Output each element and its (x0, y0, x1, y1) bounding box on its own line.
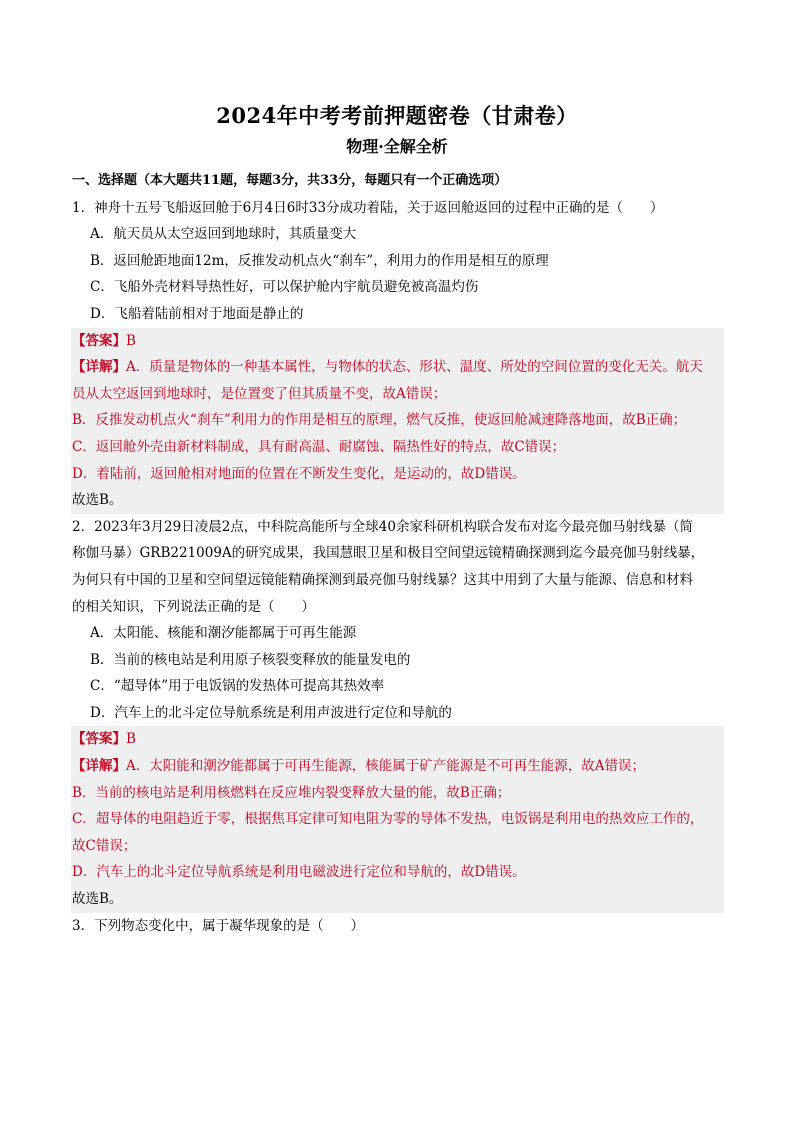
question-2 (72, 514, 724, 913)
question-stem: 1．神舟十五号飞船返回舱于6月4日6时33分成功着陆，关于返回舱返回的过程中正确的是（ ） (72, 199, 664, 216)
detail-text: D．汽车上的北斗定位导航系统是利用电磁波进行定位和导航的，故D错误。 (72, 864, 526, 881)
option-d: D．汽车上的北斗定位导航系统是利用声波进行定位和导航的 (90, 704, 452, 721)
option-a: A．太阳能、核能和潮汐能都属于可再生能源 (90, 625, 357, 642)
detail-label: 【详解】 (72, 359, 126, 376)
answer-value: B (126, 332, 136, 349)
detail-text: 故C错误； (72, 837, 137, 854)
question-stem: 3．下列物态变化中，属于凝华现象的是（ ） (72, 917, 365, 934)
detail-text: C．返回舱外壳由新材料制成，具有耐高温、耐腐蚀、隔热性好的特点，故C错误； (72, 438, 566, 455)
answer-value: B (126, 731, 136, 748)
detail-text: A．质量是物体的一种基本属性，与物体的状态、形状、温度、所处的空间位置的变化无关。航天 (126, 359, 703, 376)
option-d: D．飞船着陆前相对于地面是静止的 (90, 305, 304, 322)
detail-line (72, 753, 724, 780)
option-c: C．飞船外壳材料导热性好，可以保护舱内宇航员避免被高温灼伤 (90, 279, 479, 296)
answer-label: 【答案】 (72, 731, 126, 748)
section-heading: 一、选择题（本大题共11题，每题3分，共33分，每题只有一个正确选项） (72, 173, 508, 188)
answer-label: 【答案】 (72, 332, 126, 349)
detail-text: D．着陆前，返回舱相对地面的位置在不断发生变化，是运动的，故D错误。 (72, 465, 526, 482)
page-title: 2024年中考考前押题密卷（甘肃卷） (216, 103, 578, 128)
answer-line (72, 328, 724, 355)
question-stem: 的相关知识，下列说法正确的是（ ） (72, 598, 315, 615)
detail-text: B．当前的核电站是利用核燃料在反应堆内裂变释放大量的能，故B正确； (72, 784, 511, 801)
detail-label: 【详解】 (72, 758, 126, 775)
page-subtitle: 物理·全解全析 (346, 137, 448, 156)
conclusion: 故选B。 (72, 891, 123, 908)
question-stem: 2．2023年3月29日凌晨2点，中科院高能所与全球40余家科研机构联合发布对迄今最亮伽马射线暴（简 (72, 518, 693, 535)
detail-text: 员从太空返回到地球时，是位置变了但其质量不变，故A错误； (72, 385, 447, 402)
answer-block (71, 328, 724, 514)
question-stem: 称伽马暴）GRB221009A的研究成果，我国慧眼卫星和极目空间望远镜精确探测到迄今最亮伽马射线暴， (72, 545, 705, 562)
answer-block (71, 726, 724, 912)
detail-line (72, 354, 724, 381)
question-3 (72, 913, 724, 940)
conclusion: 故选B。 (72, 492, 123, 509)
question-1 (72, 195, 724, 514)
option-b: B．当前的核电站是利用原子核裂变释放的能量发电的 (90, 651, 411, 668)
option-b: B．返回舱距地面12m，反推发动机点火“刹车”，利用力的作用是相互的原理 (90, 252, 549, 269)
option-c: C．“超导体”用于电饭锅的发热体可提高其热效率 (90, 678, 385, 695)
detail-text: C．超导体的电阻趋近于零，根据焦耳定律可知电阻为零的导体不发热，电饭锅是利用电的热效应工作的， (72, 811, 704, 828)
question-stem: 为何只有中国的卫星和空间望远镜能精确探测到最亮伽马射线暴？这其中用到了大量与能源、信息和材料 (72, 571, 693, 588)
answer-line (72, 726, 724, 753)
option-a: A．航天员从太空返回到地球时，其质量变大 (90, 226, 357, 243)
detail-text: A．太阳能和潮汐能都属于可再生能源，核能属于矿产能源是不可再生能源，故A错误； (126, 758, 645, 775)
exam-content (72, 168, 724, 939)
detail-text: B．反推发动机点火“刹车”利用力的作用是相互的原理，燃气反推，使返回舱减速降落地面，故B正确； (72, 412, 687, 429)
